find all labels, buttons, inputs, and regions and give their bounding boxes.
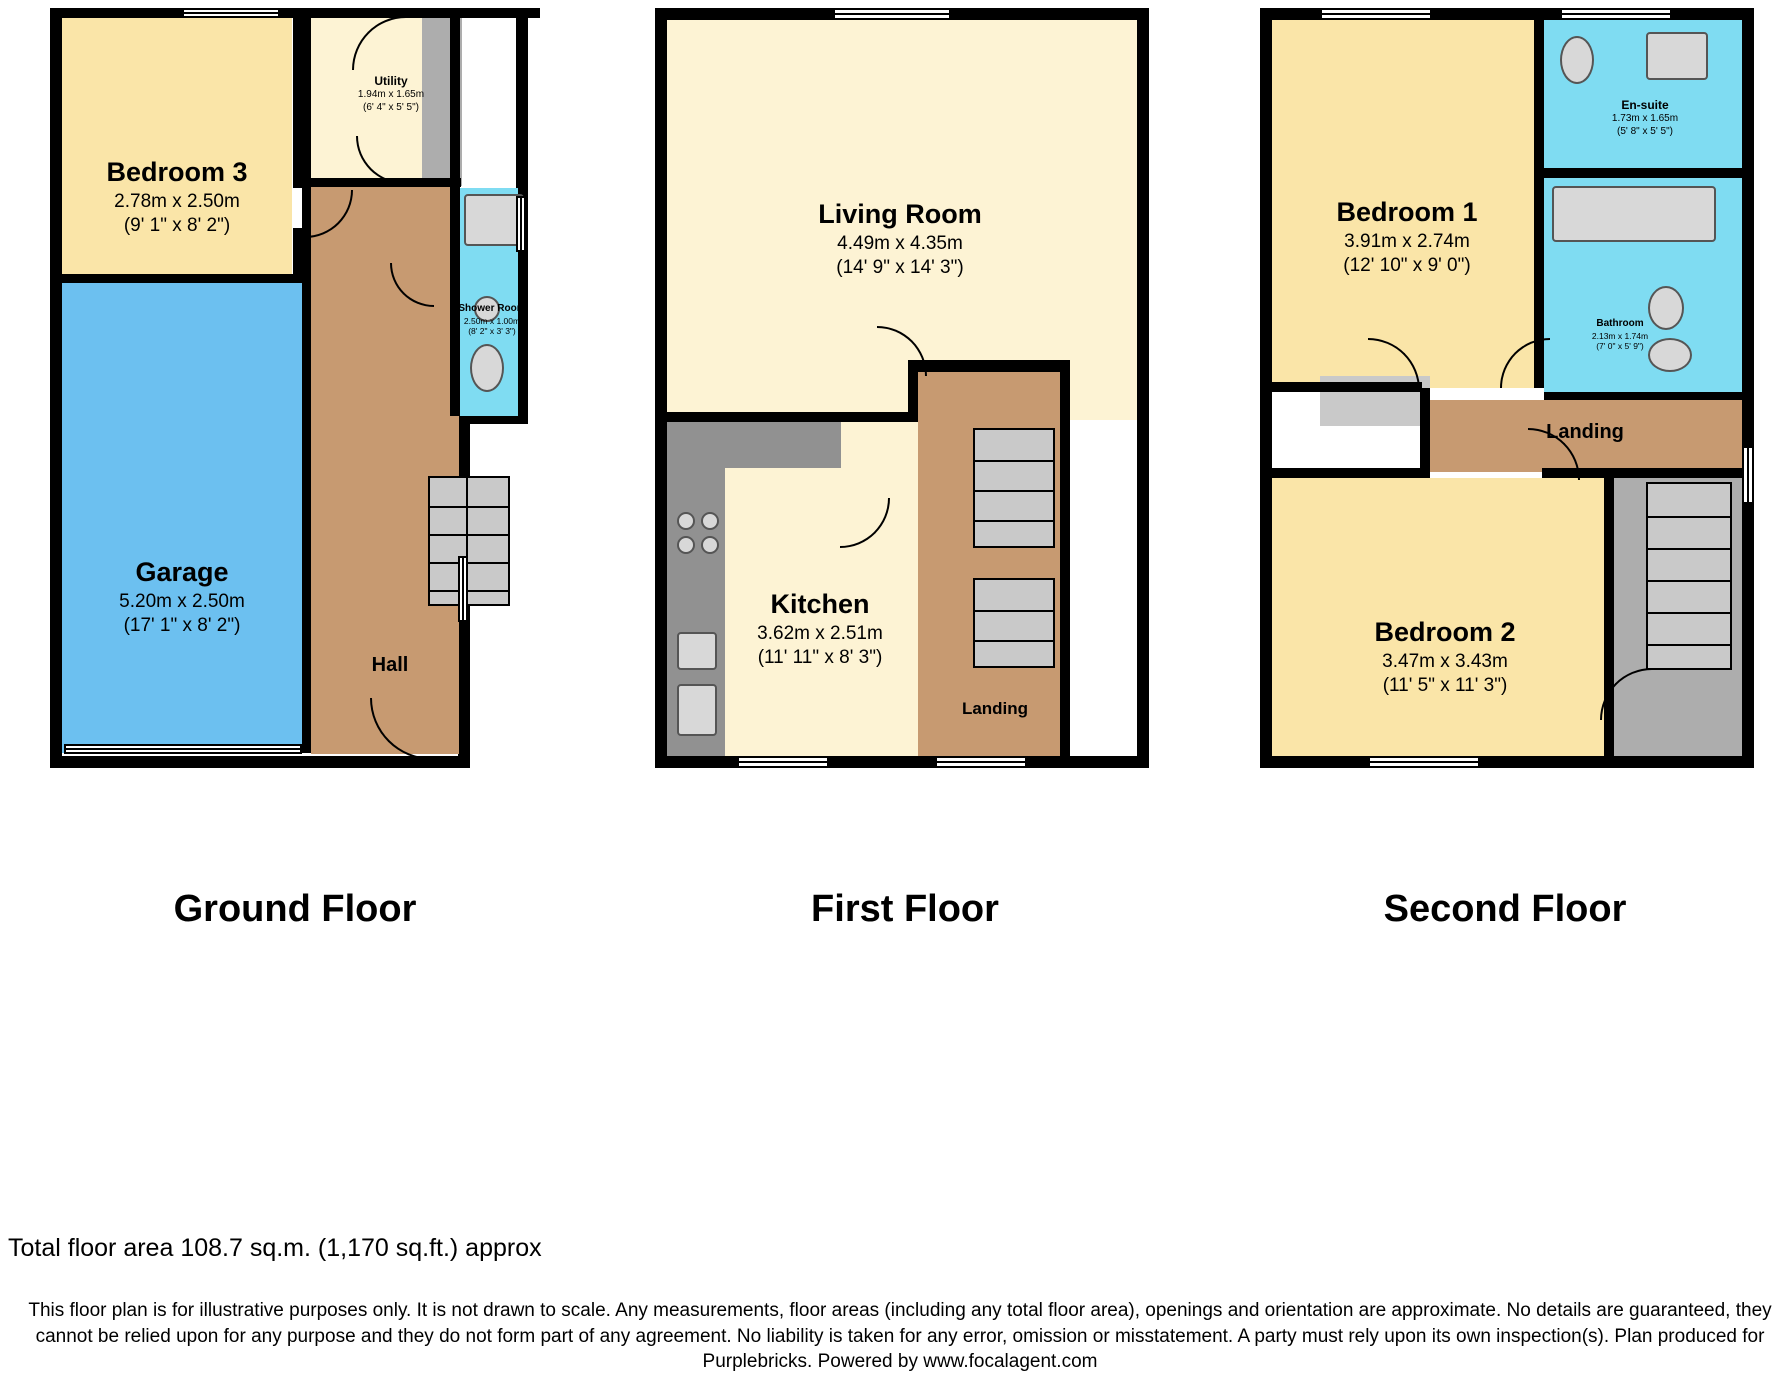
window	[1742, 446, 1754, 504]
ground-internal-wall	[62, 274, 302, 283]
hob-icon	[677, 536, 695, 554]
window	[458, 556, 468, 622]
hob-icon	[677, 512, 695, 530]
label-landing-second: Landing	[1546, 421, 1624, 443]
first-outer-wall	[655, 756, 1149, 768]
room-garage	[62, 283, 302, 753]
ground-internal-wall	[302, 18, 311, 753]
label-living-room: Living Room 4.49m x 4.35m (14' 9" x 14' 3")	[818, 199, 982, 278]
hob-icon	[701, 512, 719, 530]
disclaimer-text: This floor plan is for illustrative purposes only. It is not drawn to scale. Any measurements, floor areas (including any total floor area), openings and orientation are approximate. No details are guaranteed, they cannot be relied upon for any purpose and they do not form part of any agreement. No liability is taken for any error, omission or misstatement. A party must rely upon its own inspection(s). Plan produced for Purplebricks. Powered by www.focalagent.com	[28, 1300, 1772, 1373]
label-garage: Garage 5.20m x 2.50m (17' 1" x 8' 2")	[119, 557, 245, 636]
first-outer-wall	[655, 8, 667, 768]
ground-outer-wall	[50, 8, 62, 768]
first-outer-wall	[1137, 8, 1149, 768]
hob-icon	[701, 536, 719, 554]
garage-door	[64, 744, 302, 754]
stairs-up	[973, 428, 1055, 548]
label-shower-room: Shower Room 2.50m x 1.00m (8' 2" x 3' 3")	[458, 303, 526, 337]
ground-floor-plan	[50, 8, 560, 930]
window	[833, 8, 951, 20]
ground-outer-wall	[50, 756, 470, 768]
first-internal-wall	[1060, 360, 1070, 756]
window	[182, 8, 280, 18]
second-floor-plan	[1260, 8, 1780, 930]
first-internal-wall	[908, 360, 1068, 372]
stairs-down	[973, 578, 1055, 668]
floor-title-second: Second Floor	[1383, 888, 1627, 930]
window	[516, 196, 526, 252]
second-internal-wall	[1544, 168, 1742, 178]
toilet-fixture	[1560, 36, 1594, 84]
toilet-fixture	[470, 344, 504, 392]
label-bedroom-1: Bedroom 1 3.91m x 2.74m (12' 10" x 9' 0")	[1336, 197, 1478, 276]
label-bedroom-2: Bedroom 2 3.47m x 3.43m (11' 5" x 11' 3")	[1374, 617, 1516, 696]
second-outer-wall	[1260, 8, 1272, 768]
first-internal-wall	[667, 412, 917, 422]
window	[935, 756, 1027, 768]
window	[737, 756, 829, 768]
stairs	[1646, 482, 1732, 670]
label-bathroom: Bathroom 2.13m x 1.74m (7' 0" x 5' 9")	[1591, 318, 1649, 352]
ground-internal-wall	[293, 18, 302, 188]
ground-outer-wall	[50, 8, 540, 18]
label-kitchen: Kitchen 3.62m x 2.51m (11' 11" x 8' 3")	[757, 589, 883, 668]
window	[1368, 756, 1480, 768]
floor-title-first: First Floor	[811, 888, 999, 930]
first-floor-plan	[655, 8, 1175, 930]
ground-internal-wall	[450, 18, 460, 188]
sink-fixture	[1646, 32, 1708, 80]
second-outer-wall	[1260, 756, 1754, 768]
total-floor-area: Total floor area 108.7 sq.m. (1,170 sq.ft.) approx	[8, 1234, 542, 1262]
label-bedroom-3: Bedroom 3 2.78m x 2.50m (9' 1" x 8' 2")	[106, 157, 248, 236]
window	[1320, 8, 1432, 20]
ground-internal-wall	[450, 186, 460, 416]
label-utility: Utility 1.94m x 1.65m (6' 4" x 5' 5")	[357, 74, 425, 113]
floor-title-ground: Ground Floor	[173, 888, 417, 930]
bath-fixture	[464, 194, 524, 246]
second-outer-wall	[1742, 8, 1754, 768]
ground-internal-wall	[293, 228, 302, 283]
window	[1560, 8, 1672, 20]
label-ensuite: En-suite 1.73m x 1.65m (5' 8" x 5' 5")	[1611, 98, 1679, 137]
label-landing-first: Landing	[961, 699, 1029, 718]
cupboard-fixture	[677, 684, 717, 736]
stairs	[428, 476, 510, 606]
kitchen-units	[725, 422, 841, 468]
second-internal-wall	[1420, 388, 1430, 478]
second-internal-wall	[1272, 468, 1430, 478]
room-bedroom-3	[62, 18, 292, 280]
label-hall: Hall	[371, 654, 409, 676]
bath-fixture	[1552, 186, 1716, 242]
second-internal-wall	[1534, 20, 1544, 388]
